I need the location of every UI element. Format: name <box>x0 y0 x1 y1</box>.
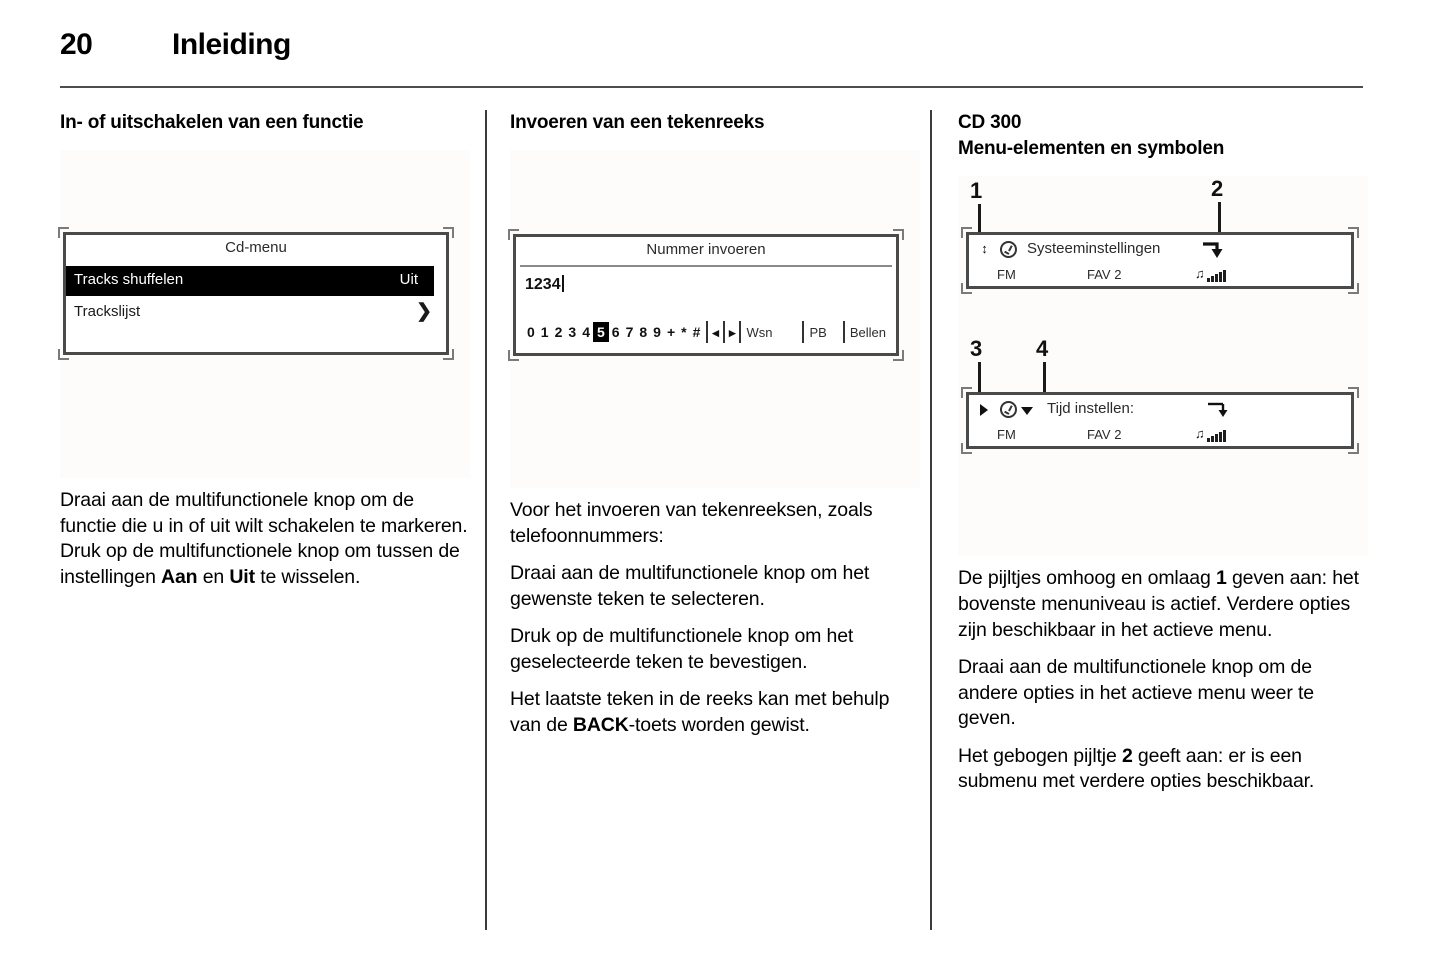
column-2-heading: Invoeren van een tekenreeks <box>510 112 765 133</box>
paragraph <box>510 687 920 738</box>
figure-number-entry <box>510 150 920 488</box>
frame-corner-icon <box>443 227 454 238</box>
text-run: De pijltjes omhoog en omlaag <box>958 567 1216 590</box>
char-key[interactable]: * <box>681 324 687 341</box>
cd300-bottom-preset: FAV 2 <box>1087 427 1122 443</box>
column-3-heading <box>958 110 1368 162</box>
callout-leader-1 <box>978 204 981 234</box>
text-run-bold: Uit <box>229 565 255 588</box>
page-number: 20 <box>60 28 93 61</box>
column-divider-2 <box>930 110 932 930</box>
text-run-bold: BACK <box>572 713 629 736</box>
cd-menu-display <box>63 232 449 355</box>
paragraph <box>958 566 1368 643</box>
cd-menu-row-value: Uit <box>399 271 418 289</box>
soft-key-wsn[interactable]: Wsn <box>746 325 773 341</box>
callout-leader-3 <box>978 362 981 394</box>
text-run: -toets worden gewist. <box>628 713 810 736</box>
char-key[interactable]: 9 <box>653 324 661 341</box>
down-triangle-icon <box>1021 407 1033 415</box>
char-key[interactable]: 6 <box>611 324 620 341</box>
soft-key-pb[interactable]: PB <box>809 325 827 341</box>
column-2-body <box>510 498 920 738</box>
updown-arrow-icon: ↕ <box>981 241 988 257</box>
separator-bar <box>723 321 725 343</box>
number-entry-display <box>513 234 899 356</box>
char-key[interactable]: + <box>666 324 676 341</box>
text-run-bold: 2 <box>1121 744 1133 767</box>
text-run-bold: Aan <box>161 565 198 588</box>
content-columns <box>0 88 1445 966</box>
char-key[interactable]: 0 <box>527 324 535 341</box>
number-entry-title: Nummer invoeren <box>646 241 766 259</box>
right-triangle-icon <box>980 404 988 416</box>
char-key[interactable]: 2 <box>554 324 563 341</box>
figure-cd300-menu-elements <box>958 176 1368 556</box>
text-run: te wisselen. <box>254 565 361 588</box>
text-run: Het gebogen pijltje <box>958 744 1122 767</box>
signal-bars-icon <box>1207 267 1227 282</box>
column-3-heading-line-1: CD 300 <box>958 112 1022 133</box>
cd300-top-line-1 <box>969 239 1351 263</box>
frame-corner-icon <box>508 350 519 361</box>
column-2 <box>510 110 920 738</box>
audio-status-icons <box>1195 426 1227 442</box>
cd-menu-row-selected[interactable] <box>66 266 434 296</box>
clock-icon <box>1000 401 1017 418</box>
cd300-top-menu-text: Systeeminstellingen <box>1027 240 1161 258</box>
separator-bar <box>739 321 741 343</box>
frame-corner-icon <box>58 227 69 238</box>
cd300-top-line-2 <box>969 265 1351 287</box>
callout-leader-2 <box>1218 202 1221 234</box>
separator-bar <box>843 321 845 343</box>
column-1-body <box>60 488 470 590</box>
number-entry-value[interactable] <box>525 275 564 294</box>
frame-corner-icon <box>893 350 904 361</box>
char-key[interactable]: 1 <box>540 324 549 341</box>
frame-corner-icon <box>893 229 904 240</box>
column-1-heading: In- of uitschakelen van een functie <box>60 112 364 133</box>
column-3-heading-line-2: Menu-elementen en symbolen <box>958 138 1225 160</box>
audio-status-icons <box>1195 266 1227 282</box>
callout-number-4: 4 <box>1036 336 1049 362</box>
submenu-arrow-icon <box>1206 399 1232 419</box>
frame-corner-icon <box>58 349 69 360</box>
arrow-right-icon[interactable]: ▸ <box>728 325 736 341</box>
frame-corner-icon <box>508 229 519 240</box>
char-key[interactable]: 4 <box>582 324 590 341</box>
number-entry-separator <box>520 265 892 267</box>
cd-menu-title: Cd-menu <box>225 239 287 257</box>
submenu-arrow-icon <box>1202 240 1228 260</box>
page-title: Inleiding <box>172 28 291 61</box>
paragraph: Draai aan de multifunctionele knop om de andere opties in het actieve menu weer te geven. <box>958 656 1314 730</box>
paragraph: Draai aan de multifunctionele knop om het gewenste teken te selecteren. <box>510 562 870 610</box>
cd300-bottom-menu-text: Tijd instellen: <box>1047 400 1134 418</box>
frame-corner-icon <box>443 349 454 360</box>
column-3 <box>958 110 1368 795</box>
cd-menu-row[interactable] <box>66 298 446 328</box>
entered-digits: 1234 <box>525 276 561 294</box>
callout-number-3: 3 <box>970 336 983 362</box>
paragraph: Voor het invoeren van tekenreeksen, zoals telefoonnummers: <box>510 499 873 547</box>
paragraph <box>958 744 1368 795</box>
frame-corner-icon <box>961 227 972 238</box>
char-key[interactable]: 7 <box>625 324 634 341</box>
text-run: en <box>197 565 230 588</box>
signal-bars-icon <box>1207 427 1227 442</box>
separator-bar <box>802 321 804 343</box>
column-divider-1 <box>485 110 487 930</box>
cd300-bottom-band: FM <box>997 427 1016 443</box>
cd300-top-band: FM <box>997 267 1016 283</box>
text-run: geeft aan: er is een submenu met verdere opties beschikbaar. <box>958 744 1315 793</box>
char-key-selected[interactable]: 5 <box>593 322 609 342</box>
paragraph: Druk op de multifunctionele knop om het geselecteerde teken te bevestigen. <box>510 625 854 673</box>
music-note-icon: ♫ <box>1195 266 1205 282</box>
char-key[interactable]: 8 <box>639 324 648 341</box>
arrow-left-icon[interactable]: ◂ <box>712 325 719 341</box>
text-run: geven aan: het bovenste menuniveau is actief. Verdere opties zijn beschikbaar in het actieve menu. <box>958 567 1359 641</box>
column-1 <box>60 110 470 590</box>
frame-corner-icon <box>1348 227 1359 238</box>
cd-menu-row-label: Tracks shuffelen <box>74 271 184 289</box>
text-run: Draai aan de multifunctionele knop om de functie die u in of uit wilt schakelen te markeren. Druk op de multifunctionele knop om tussen de instellingen <box>60 489 468 588</box>
frame-corner-icon <box>1348 387 1359 398</box>
clock-icon <box>1000 241 1017 258</box>
text-run: Het laatste teken in de reeks kan met behulp van de <box>510 688 890 736</box>
separator-bar <box>706 321 708 343</box>
paragraph <box>60 488 470 590</box>
cd300-top-preset: FAV 2 <box>1087 267 1122 283</box>
text-cursor-icon <box>562 275 564 292</box>
column-3-body <box>958 566 1368 794</box>
character-selection-bar[interactable] <box>524 321 892 347</box>
char-key[interactable]: # <box>692 324 701 341</box>
text-run-bold: 1 <box>1215 567 1227 590</box>
soft-key-bellen[interactable]: Bellen <box>849 325 886 341</box>
chevron-right-icon: ❯ <box>416 301 432 323</box>
frame-corner-icon <box>961 387 972 398</box>
cd-menu-row-label: Trackslijst <box>74 303 141 321</box>
page-header <box>0 0 1445 88</box>
music-note-icon: ♫ <box>1195 426 1205 442</box>
callout-number-2: 2 <box>1211 176 1224 202</box>
figure-cd-menu <box>60 150 470 478</box>
char-key[interactable]: 3 <box>568 324 577 341</box>
cd300-display-top <box>966 232 1354 289</box>
cd300-bottom-line-2 <box>969 425 1351 447</box>
callout-number-1: 1 <box>970 178 983 204</box>
cd300-bottom-line-1 <box>969 399 1351 423</box>
cd300-display-bottom <box>966 392 1354 449</box>
